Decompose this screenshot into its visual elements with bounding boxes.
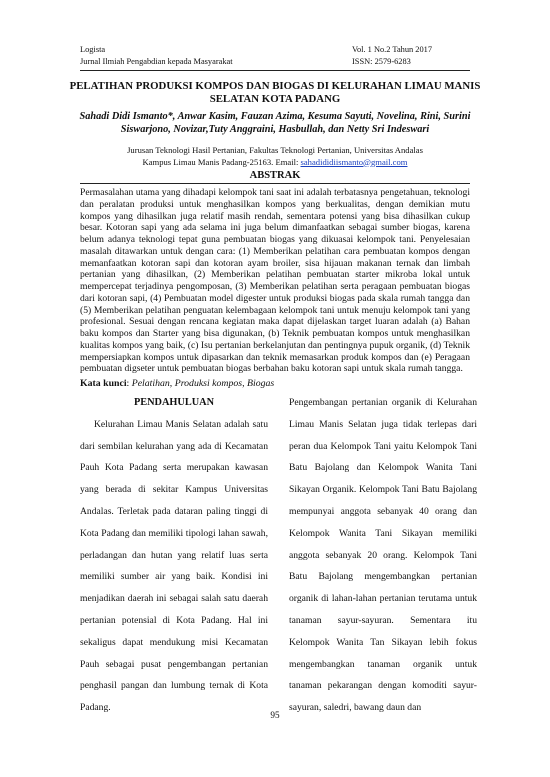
journal-short-name: Logista bbox=[80, 45, 106, 54]
header-divider bbox=[80, 70, 470, 71]
journal-header-right bbox=[352, 44, 432, 68]
body-paragraph: Pengembangan pertanian organik di Kelurahan Limau Manis Selatan juga tidak terlepas dari peran dua Kelompok Tani yaitu Kelompok Tani Batu Bajolang dan Kelompok Wanita Tani Sikayan Organik. Kelompok Tani Batu Bajolang mempunyai anggota sebanyak 40 orang dan Kelompok Wanita Tani Sikayan memiliki anggota sebanyak 20 orang. Kelompok Tani Batu Bajolang mengembangkan pertanian organik di lahan-lahan pertanian terutama untuk tanaman sayur-sayuran. Sementara itu Kelompok Wanita Tan Sikayan lebih fokus mengembangkan tanaman organik untuk tanaman pekarangan dengan komoditi sayur-sayuran, saledri, bawang daun dan bbox=[289, 397, 477, 714]
abstract-divider bbox=[80, 183, 470, 184]
body-paragraph: Kelurahan Limau Manis Selatan adalah satu dari sembilan kelurahan yang ada di Kecamatan Pauh Kota Padang serta merupakan kawasan yang berada di sekitar Kampus Universitas Andalas. Terletak pada dataran paling tinggi di Kota Padang dan memiliki tipologi lahan sawah, perladangan dan hutan yang relatif luas serta memiliki sumber air yang baik. Kondisi ini menjadikan daerah ini sebagai salah satu daerah pertanian potensial di Kota Padang. Hal ini sekaligus dapat mendukung misi Kecamatan Pauh sebagai pusat pengembangan pertanian penghasil pangan dan lumbung ternak di Kota Padang. bbox=[80, 418, 268, 714]
keywords-colon: : bbox=[126, 378, 132, 389]
body-column-left bbox=[80, 392, 268, 719]
affiliation bbox=[60, 145, 490, 168]
body-column-right bbox=[289, 392, 477, 719]
affiliation-address bbox=[60, 157, 490, 169]
author-list: Sahadi Didi Ismanto*, Anwar Kasim, Fauzan Azima, Kesuma Sayuti, Novelina, Rini, Surini Siswarjono, Novizar,Tuty Anggraini, Hasbullah, dan Netty Sri Indeswari bbox=[79, 111, 471, 135]
author-email-link[interactable]: sahadididiismanto@gmail.com bbox=[300, 156, 408, 167]
abstract-heading: ABSTRAK bbox=[249, 170, 301, 181]
page-number: 95 bbox=[270, 710, 280, 720]
abstract-text: Permasalahan utama yang dihadapi kelompok tani saat ini adalah terbatasnya pengetahuan, teknologi dan peralatan produksi untuk menghasilkan kompos yang berkualitas, dengan demikian mutu kompos yang dihasilkan juga relatif masih rendah, sementara potensi yang bisa dihasilkan cukup besar. Kotoran sapi yang ada selama ini juga belum dimanfaatkan sebagai sumber biogas, karena belum adanya teknologi tepat guna pembuatan biogas yang dikuasai kelompok tani. Penyelesaian masalah ditawarkan untuk dengan cara: (1) Memberikan pelatihan cara pembuatan kompos dengan memanfaatkan kotoran sapi dan kotoran ayam broiler, sisa hijauan makanan ternak dan limbah pertanian yang dihasilkan, (2) Memberikan pelatihan pembuatan starter mikroba lokal untuk mempercepat terjadinya pengomposan, (3) Memberikan pelatihan serta peragaan pembuatan biogas dari kotoran sapi, (4) Pembuatan model digester untuk produksi biogas pada skala rumah tangga dan (5) Memberikan pelatihan penguatan kelembagaan kelompok tani untuk menuju kelompok tani yang profesional. Sesuai dengan rencana kegiatan maka dapat dijelaskan target luaran adalah (a) Bahan baku kompos dan Starter yang bisa digunakan, (b) Teknik pembuatan kompos untuk menghasilkan kualitas kompos yang baik, (c) Isu pertanian berkelanjutan dan pentingnya pupuk organik, (d) Teknik mempersiapkan kompos untuk dipasarkan dan teknik memasarkan produk kompos dan (e) Peragaan pembuatan digseter untuk pembuatan biogas berbahan baku kotoran sapi untuk skala rumah tangga. bbox=[80, 187, 470, 375]
paper-title: PELATIHAN PRODUKSI KOMPOS DAN BIOGAS DI KELURAHAN LIMAU MANIS SELATAN KOTA PADANG bbox=[69, 80, 481, 105]
affiliation-address-text: Kampus Limau Manis Padang-25163. Email: bbox=[142, 156, 299, 167]
journal-header-left bbox=[80, 44, 233, 68]
keywords bbox=[80, 378, 274, 389]
journal-full-name: Jurnal Ilmiah Pengabdian kepada Masyarakat bbox=[80, 57, 233, 66]
section-heading: PENDAHULUAN bbox=[133, 397, 215, 408]
keywords-label: Kata kunci bbox=[80, 378, 127, 389]
issn: ISSN: 2579-6283 bbox=[352, 57, 411, 66]
volume-info: Vol. 1 No.2 Tahun 2017 bbox=[352, 45, 433, 54]
keywords-value: Pelatihan, Produksi kompos, Biogas bbox=[131, 378, 275, 389]
affiliation-line: Jurusan Teknologi Hasil Pertanian, Fakultas Teknologi Pertanian, Universitas Andalas bbox=[127, 145, 423, 155]
